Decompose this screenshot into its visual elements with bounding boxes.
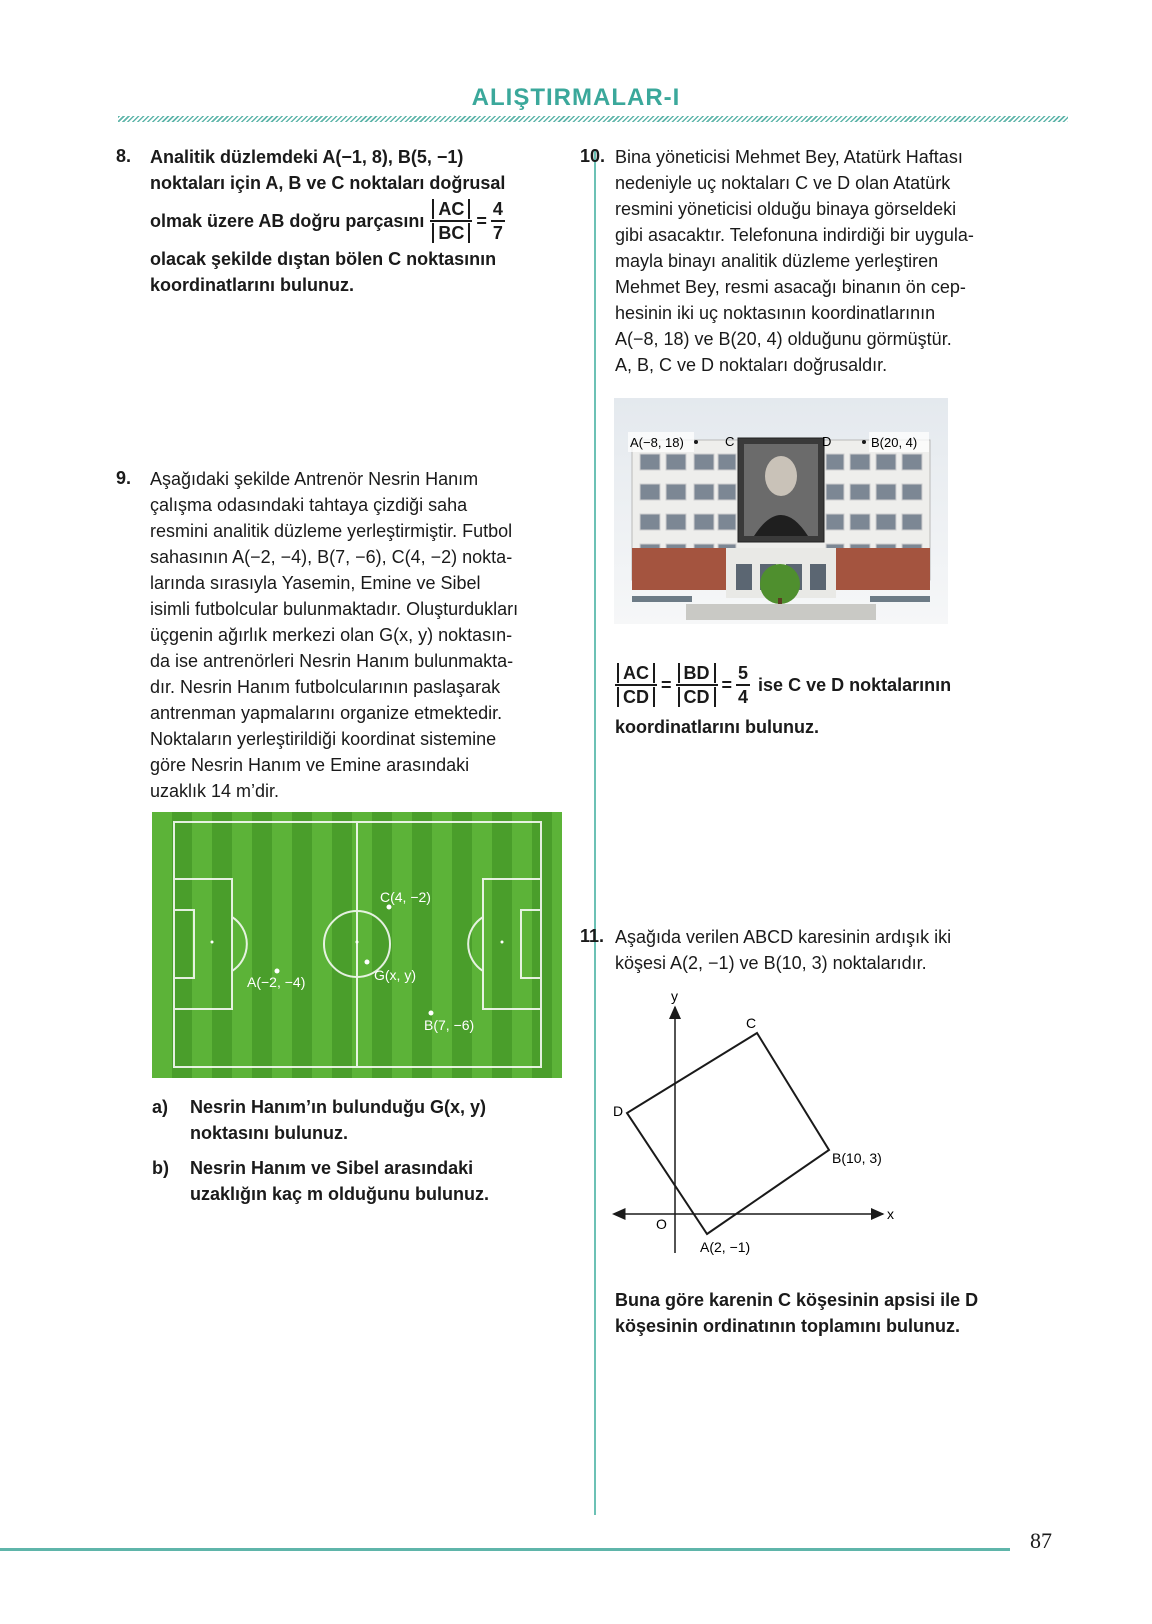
q9-line: Aşağıdaki şekilde Antrenör Nesrin Hanım	[150, 469, 479, 489]
building-image	[614, 398, 948, 624]
q10-equals: =	[721, 674, 733, 695]
field-label-c: C(4, −2)	[380, 889, 431, 905]
vertex-label-b: B(10, 3)	[832, 1150, 882, 1166]
column-divider	[594, 150, 596, 1515]
q8-frac-num: AC	[432, 199, 470, 219]
q11-line: köşesi A(2, −1) ve B(10, 3) noktalarıdır.	[615, 953, 927, 973]
q10-fraction-2	[676, 662, 718, 708]
q9-line: göre Nesrin Hanım ve Emine arasındaki	[150, 755, 470, 775]
q8-ratio-den: 7	[492, 223, 503, 243]
page-number: 87	[1030, 1528, 1052, 1553]
q11-question-line: Buna göre karenin C köşesinin apsisi ile D	[615, 1290, 979, 1310]
square-diagram	[600, 985, 910, 1260]
q10-line: resmini yöneticisi olduğu binaya görseldeki	[615, 199, 957, 219]
q9-line: Noktaların yerleştirildiği koordinat sistemine	[150, 729, 497, 749]
footer-rule	[0, 1548, 1010, 1551]
q9-line: resmini analitik düzleme yerleştirmiştir. Futbol	[150, 521, 513, 541]
q9-line: da ise antrenörleri Nesrin Hanım bulunmakta-	[150, 651, 514, 671]
point-c	[387, 905, 392, 910]
q9-line: çalışma odasındaki tahtaya çizdiği saha	[150, 495, 468, 515]
question-10-text	[615, 144, 1055, 378]
q9b-line: Nesrin Hanım ve Sibel arasındaki	[190, 1158, 474, 1178]
q9a-label: a)	[152, 1097, 169, 1117]
question-11-number: 11.	[580, 926, 605, 946]
q9a-text	[190, 1094, 570, 1146]
q9a-line: Nesrin Hanım’ın bulunduğu G(x, y)	[190, 1097, 487, 1117]
q9-line: larında sırasıyla Yasemin, Emine ve Sibel	[150, 573, 481, 593]
q10-ratio-line	[615, 662, 951, 708]
q9b-text	[190, 1155, 570, 1207]
q8-ratio-num: 4	[491, 198, 505, 222]
question-8-text	[150, 144, 580, 298]
q10-line: nedeniyle uç noktaları C ve D olan Atatürk	[615, 173, 951, 193]
building-point-b	[862, 440, 866, 444]
field-label-g: G(x, y)	[374, 967, 416, 983]
q10-equals: =	[661, 674, 672, 695]
q9-line: üçgenin ağırlık merkezi olan G(x, y) noktasın-	[150, 625, 513, 645]
q10-ratio	[736, 662, 750, 708]
q10-line: A, B, C ve D noktaları doğrusaldır.	[615, 355, 888, 375]
q8-line: noktaları için A, B ve C noktaları doğrusal	[150, 173, 506, 193]
q11-line: Aşağıda verilen ABCD karesinin ardışık iki	[615, 927, 952, 947]
header-divider	[118, 116, 1068, 122]
q10-f2-den: CD	[678, 687, 716, 707]
q10-line: mayla binayı analitik düzleme yerleştiren	[615, 251, 939, 271]
origin-label: O	[656, 1216, 667, 1232]
q10-tail: ise C ve D noktalarının	[758, 675, 952, 695]
question-11-text	[615, 924, 1055, 976]
q11-question-line: köşesinin ordinatının toplamını bulunuz.	[615, 1316, 960, 1336]
q8-ratio	[491, 198, 505, 244]
question-10-number: 10.	[580, 146, 606, 166]
point-a	[275, 969, 280, 974]
axis-label-x: x	[887, 1206, 894, 1222]
field-label-a: A(−2, −4)	[247, 974, 306, 990]
point-g	[365, 960, 370, 965]
q9-line: antrenman yapmalarını organize etmektedir.	[150, 703, 503, 723]
q10-ratio-den: 4	[738, 687, 749, 707]
point-b	[429, 1011, 434, 1016]
q10-line: Bina yöneticisi Mehmet Bey, Atatürk Haftası	[615, 147, 963, 167]
football-field-image	[152, 812, 562, 1078]
question-9-text	[150, 466, 580, 804]
building-label-c: C	[725, 434, 735, 449]
q8-frac-den: BC	[432, 223, 470, 243]
q10-fraction-1	[615, 662, 657, 708]
question-8-number: 8.	[116, 146, 132, 166]
q8-line: olacak şekilde dıştan bölen C noktasının	[150, 249, 497, 269]
building-label-b: B(20, 4)	[871, 435, 918, 450]
q10-f2-num: BD	[678, 663, 716, 683]
vertex-label-d: D	[613, 1103, 624, 1119]
axis-label-y: y	[671, 988, 678, 1004]
q10-line: A(−8, 18) ve B(20, 4) olduğunu görmüştür.	[615, 329, 952, 349]
page-title: ALIŞTIRMALAR-I	[471, 84, 681, 111]
q8-fraction	[430, 198, 472, 244]
square-abcd	[627, 1033, 829, 1234]
q10-f1-num: AC	[617, 663, 655, 683]
q10-line: Mehmet Bey, resmi asacağı binanın ön cep-	[615, 277, 966, 297]
q8-line: koordinatlarını bulunuz.	[150, 275, 354, 295]
building-label-d: D	[822, 434, 832, 449]
q11-question	[615, 1287, 1055, 1339]
q10-line: hesinin iki uç noktasının koordinatlarının	[615, 303, 936, 323]
q9b-label: b)	[152, 1158, 169, 1178]
q10-f1-den: CD	[617, 687, 655, 707]
q8-line: Analitik düzlemdeki A(−1, 8), B(5, −1)	[150, 147, 464, 167]
q9-line: uzaklık 14 m’dir.	[150, 781, 280, 801]
building-label-a: A(−8, 18)	[630, 435, 684, 450]
question-9-number: 9.	[116, 468, 132, 488]
q10-ratio-num: 5	[736, 662, 750, 686]
q10-line: gibi asacaktır. Telefonuna indirdiği bir uygula-	[615, 225, 974, 245]
q9a-line: noktasını bulunuz.	[190, 1123, 348, 1143]
q9b-line: uzaklığın kaç m olduğunu bulunuz.	[190, 1184, 489, 1204]
q10-last-line: koordinatlarını bulunuz.	[615, 717, 819, 737]
q8-equals: =	[476, 211, 487, 231]
vertex-label-a: A(2, −1)	[700, 1239, 751, 1255]
vertex-label-c: C	[746, 1015, 757, 1031]
q9-line: isimli futbolcular bulunmaktadır. Oluşturdukları	[150, 599, 519, 619]
q9-line: sahasının A(−2, −4), B(7, −6), C(4, −2) nokta-	[150, 547, 513, 567]
q8-line: olmak üzere AB doğru parçasını	[150, 211, 425, 231]
q9-line: dır. Nesrin Hanım futbolcularının paslaşarak	[150, 677, 501, 697]
field-label-b: B(7, −6)	[424, 1017, 475, 1033]
building-point-a	[694, 440, 698, 444]
